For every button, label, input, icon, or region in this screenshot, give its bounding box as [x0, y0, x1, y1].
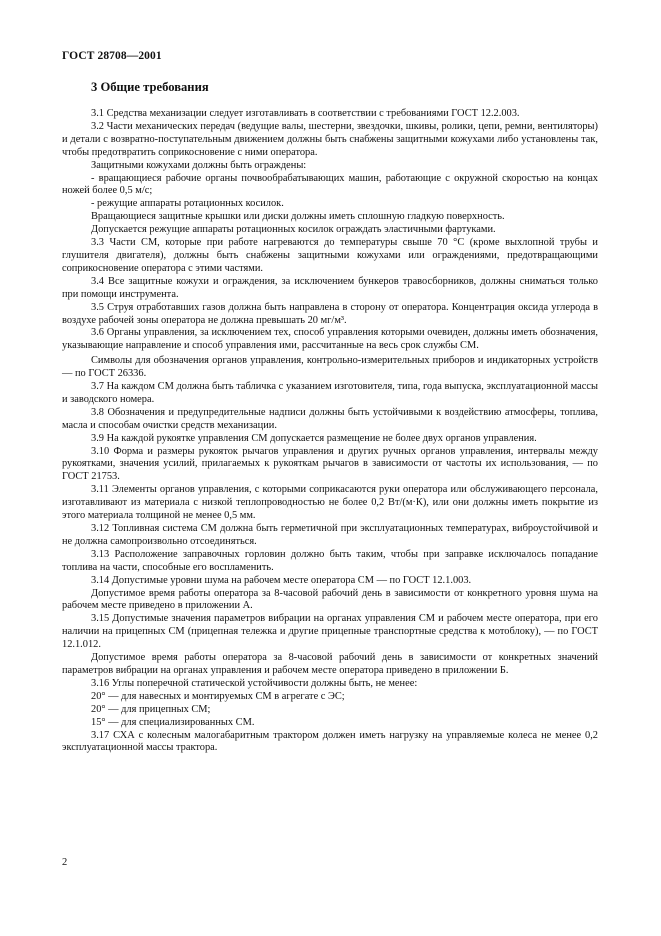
paragraph: 3.4 Все защитные кожухи и ограждения, за исключением бункеров травосборников, должны сниматься только при помощи инструмента.	[62, 275, 598, 300]
paragraph: 3.16 Углы поперечной статической устойчивости должны быть, не менее:	[91, 677, 418, 689]
paragraph: Вращающиеся защитные крышки или диски должны иметь сплошную гладкую поверхность.	[91, 211, 505, 223]
paragraph: 3.15 Допустимые значения параметров вибрации на органах управления СМ и рабочем месте оператора, при его наличии на прицепных СМ (прицепная тележка и другие прицепные транспортные средства к мотоблоку), — по ГОСТ 12.1.012.	[62, 613, 598, 651]
paragraph: Символы для обозначения органов управления, контрольно-измерительных приборов и индикаторных устройств — по ГОСТ 26336.	[62, 355, 598, 380]
paragraph: 3.6 Органы управления, за исключением тех, способ управления которыми очевиден, должны иметь обозначения, указывающие направление и способ управления ими, рассчитанные на весь срок службы СМ.	[62, 327, 598, 352]
paragraph: 3.3 Части СМ, которые при работе нагреваются до температуры свыше 70 °С (кроме выхлопной трубы и глушителя двигателя), должны быть снабжены защитными кожухами или ограждениями, предотвращающими соприкосновение оператора с этими частями.	[62, 237, 598, 274]
paragraph: Допускается режущие аппараты ротационных косилок ограждать эластичными фартуками.	[91, 224, 496, 236]
list-item: 20° — для прицепных СМ;	[91, 703, 211, 715]
paragraph: 3.9 На каждой рукоятке управления СМ допускается размещение не более двух органов управления.	[91, 432, 537, 444]
paragraph: 3.17 СХА с колесным малогабаритным трактором должен иметь нагрузку на управляемые колеса не менее 0,2 эксплуатационной массы трактора.	[62, 729, 598, 754]
body-text	[62, 108, 598, 755]
paragraph: 3.7 На каждом СМ должна быть табличка с указанием изготовителя, типа, года выпуска, эксплуатационной массы и заводского номера.	[62, 381, 598, 405]
paragraph: 3.10 Форма и размеры рукояток рычагов управления и других ручных органов управления, интервалы между рукоятками, значения усилий, прилагаемых к рукояткам рычагов в зависимости от частоты их использования, — по ГОСТ 21753.	[62, 445, 598, 483]
paragraph: Допустимое время работы оператора за 8-часовой рабочий день в зависимости от конкретного уровня шума на рабочем месте приведено в приложении А.	[62, 587, 598, 612]
paragraph: 3.13 Расположение заправочных горловин должно быть таким, чтобы при заправке исключалось попадание топлива на части, способные его воспламенить.	[62, 548, 598, 573]
page-number: 2	[62, 857, 68, 868]
paragraph: 3.11 Элементы органов управления, с которыми соприкасаются руки оператора или обслуживающего персонала, изготавливают из материала с низкой теплопроводностью не более 0,2 Вт/(м·К), или они должны иметь покрытие из этого материала толщиной не менее 0,5 мм.	[62, 484, 598, 522]
paragraph: 3.12 Топливная система СМ должна быть герметичной при эксплуатационных температурах, виброустойчивой и не должна самопроизвольно отсоединяться.	[62, 523, 598, 547]
paragraph: 3.8 Обозначения и предупредительные надписи должны быть устойчивыми к воздействию атмосферы, топлива, масла и способам очистки средств механизации.	[62, 406, 598, 431]
section-title: 3 Общие требования	[91, 80, 209, 94]
standard-code-header: ГОСТ 28708—2001	[62, 50, 162, 62]
paragraph: 3.1 Средства механизации следует изготавливать в соответствии с требованиями ГОСТ 12.2.003.	[91, 108, 520, 119]
paragraph: 3.2 Части механических передач (ведущие валы, шестерни, звездочки, шкивы, ролики, цепи, ремни, вентиляторы) и детали с возвратно-поступательным движением должны быть снабжены защитными кожухами либо установлены так, чтобы предотвратить соприкосновение с ними оператора.	[62, 120, 598, 158]
paragraph: Защитными кожухами должны быть ограждены:	[91, 159, 307, 171]
list-item: 15° — для специализированных СМ.	[91, 716, 255, 728]
paragraph: Допустимое время работы оператора за 8-часовой рабочий день в зависимости от конкретных значений параметров вибрации на органах управления и рабочем месте оператора приведено в приложении Б.	[62, 652, 598, 676]
list-item: 20° — для навесных и монтируемых СМ в агрегате с ЭС;	[91, 690, 345, 702]
paragraph: 3.14 Допустимые уровни шума на рабочем месте оператора СМ — по ГОСТ 12.1.003.	[91, 574, 472, 586]
list-item: - вращающиеся рабочие органы почвообрабатывающих машин, работающие с окружной скоростью на концах ножей более 0,5 м/с;	[62, 172, 598, 197]
list-item: - режущие аппараты ротационных косилок.	[91, 198, 284, 210]
paragraph: 3.5 Струя отработавших газов должна быть направлена в сторону от оператора. Концентрация оксида углерода в воздухе рабочей зоны оператора не должна превышать 20 мг/м³.	[62, 301, 598, 326]
